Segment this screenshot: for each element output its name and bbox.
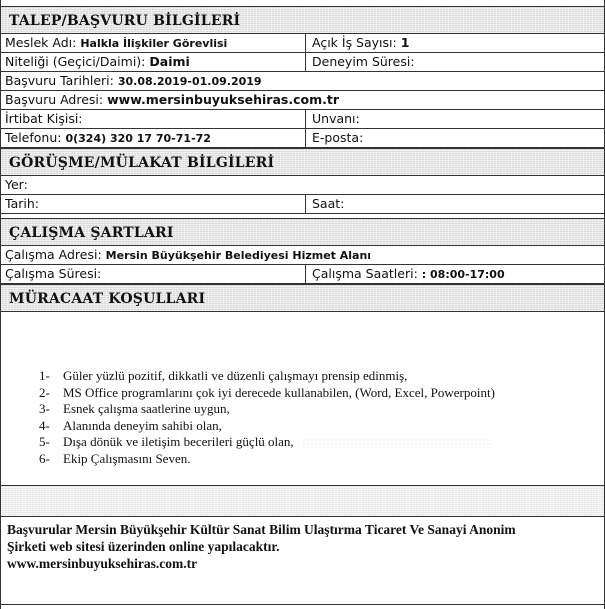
meslek-cell (1, 34, 306, 52)
section-header-gorusme: GÖRÜŞME/MÜLAKAT BİLGİLERİ (1, 148, 604, 176)
telefon-label: Telefonu: (5, 130, 62, 145)
row-basvuru-tarihleri (1, 72, 604, 91)
footer-line-2: Şirketi web sitesi üzerinden online yapılacaktır. (7, 539, 280, 554)
gorusme-tarih-label: Tarih: (5, 196, 39, 211)
calisma-sure-cell (1, 265, 306, 283)
gorusme-tarih-cell (1, 195, 306, 213)
list-bottom-space (1, 467, 604, 486)
telefon-cell (1, 129, 306, 147)
unvan-label: Unvanı: (312, 111, 360, 126)
row-yer (1, 176, 604, 195)
row-meslek (1, 34, 604, 53)
list-item: 1- Güler yüzlü pozitif, dikkatli ve düzenli çalışmayı prensip edinmiş, (39, 368, 408, 383)
row-tarih-saat (1, 195, 604, 214)
nitelik-label: Niteliği (Geçici/Daimi): (5, 54, 146, 69)
acik-cell (306, 34, 604, 52)
requirements-list (1, 368, 604, 467)
calisma-saatler-cell (306, 265, 604, 283)
basvuru-tarih-value: 30.08.2019-01.09.2019 (117, 75, 262, 88)
eposta-cell (306, 129, 604, 147)
shaded-band (1, 486, 604, 517)
yer-cell (1, 176, 604, 194)
calisma-adres-value: Mersin Büyükşehir Belediyesi Hizmet Alanı (105, 249, 372, 262)
faint-dots (302, 438, 492, 448)
row-telefon (1, 129, 604, 148)
eposta-label: E-posta: (312, 130, 364, 145)
saat-cell (306, 195, 604, 213)
row-basvuru-adresi (1, 91, 604, 110)
calisma-adres-cell (1, 246, 604, 264)
telefon-value: 0(324) 320 17 70-71-72 (65, 132, 211, 145)
calisma-sure-label: Çalışma Süresi: (5, 266, 102, 281)
deneyim-label: Deneyim Süresi: (312, 54, 415, 69)
irtibat-label: İrtibat Kişisi: (5, 111, 83, 126)
list-item: 3- Esnek çalışma saatlerine uygun, (39, 401, 230, 416)
meslek-value: Halkla İlişkiler Görevlisi (80, 37, 228, 50)
list-item: 5- Dışa dönük ve iletişim becerileri güçlü olan, (1, 434, 604, 451)
section-header-muracaat: MÜRACAAT KOŞULLARI (1, 284, 604, 312)
section-header-talep: TALEP/BAŞVURU BİLGİLERİ (1, 6, 604, 34)
calisma-adres-label: Çalışma Adresi: (5, 247, 102, 262)
list-item: 6- Ekip Çalışmasını Seven. (39, 450, 191, 466)
footer-line-3: www.mersinbuyuksehiras.com.tr (7, 556, 198, 571)
saat-label: Saat: (312, 196, 345, 211)
footer-line-1: Başvurular Mersin Büyükşehir Kültür Sanat Bilim Ulaştırma Ticaret Ve Sanayi Anonim (7, 522, 516, 537)
footer-note (1, 517, 604, 572)
basvuru-adres-label: Başvuru Adresi: (5, 92, 104, 107)
acik-label: Açık İş Sayısı: (312, 35, 397, 50)
basvuru-tarih-label: Başvuru Tarihleri: (5, 73, 114, 88)
deneyim-cell (306, 53, 604, 71)
basvuru-adres-cell (1, 91, 604, 109)
calisma-saatler-label: Çalışma Saatleri: (312, 266, 418, 281)
list-item: 4- Alanında deneyim sahibi olan, (39, 417, 222, 433)
acik-value: 1 (400, 35, 410, 50)
row-irtibat (1, 110, 604, 129)
calisma-saatler-value: : 08:00-17:00 (421, 268, 505, 281)
row-calisma-adresi (1, 246, 604, 265)
row-nitelik (1, 53, 604, 72)
row-calisma-sure (1, 265, 604, 284)
basvuru-adres-value: www.mersinbuyuksehiras.com.tr (107, 92, 340, 107)
nitelik-value: Daimi (149, 54, 190, 69)
list-top-space (1, 312, 604, 368)
nitelik-cell (1, 53, 306, 71)
unvan-cell (306, 110, 604, 128)
yer-label: Yer: (5, 177, 28, 192)
meslek-label: Meslek Adı: (5, 35, 77, 50)
irtibat-cell (1, 110, 306, 128)
section-header-calisma: ÇALIŞMA ŞARTLARI (1, 218, 604, 246)
basvuru-tarih-cell (1, 72, 604, 90)
bottom-rule (1, 604, 604, 609)
list-item: 2- MS Office programlarını çok iyi derecede kullanabilen, (Word, Excel, Powerpoint) (39, 384, 495, 400)
